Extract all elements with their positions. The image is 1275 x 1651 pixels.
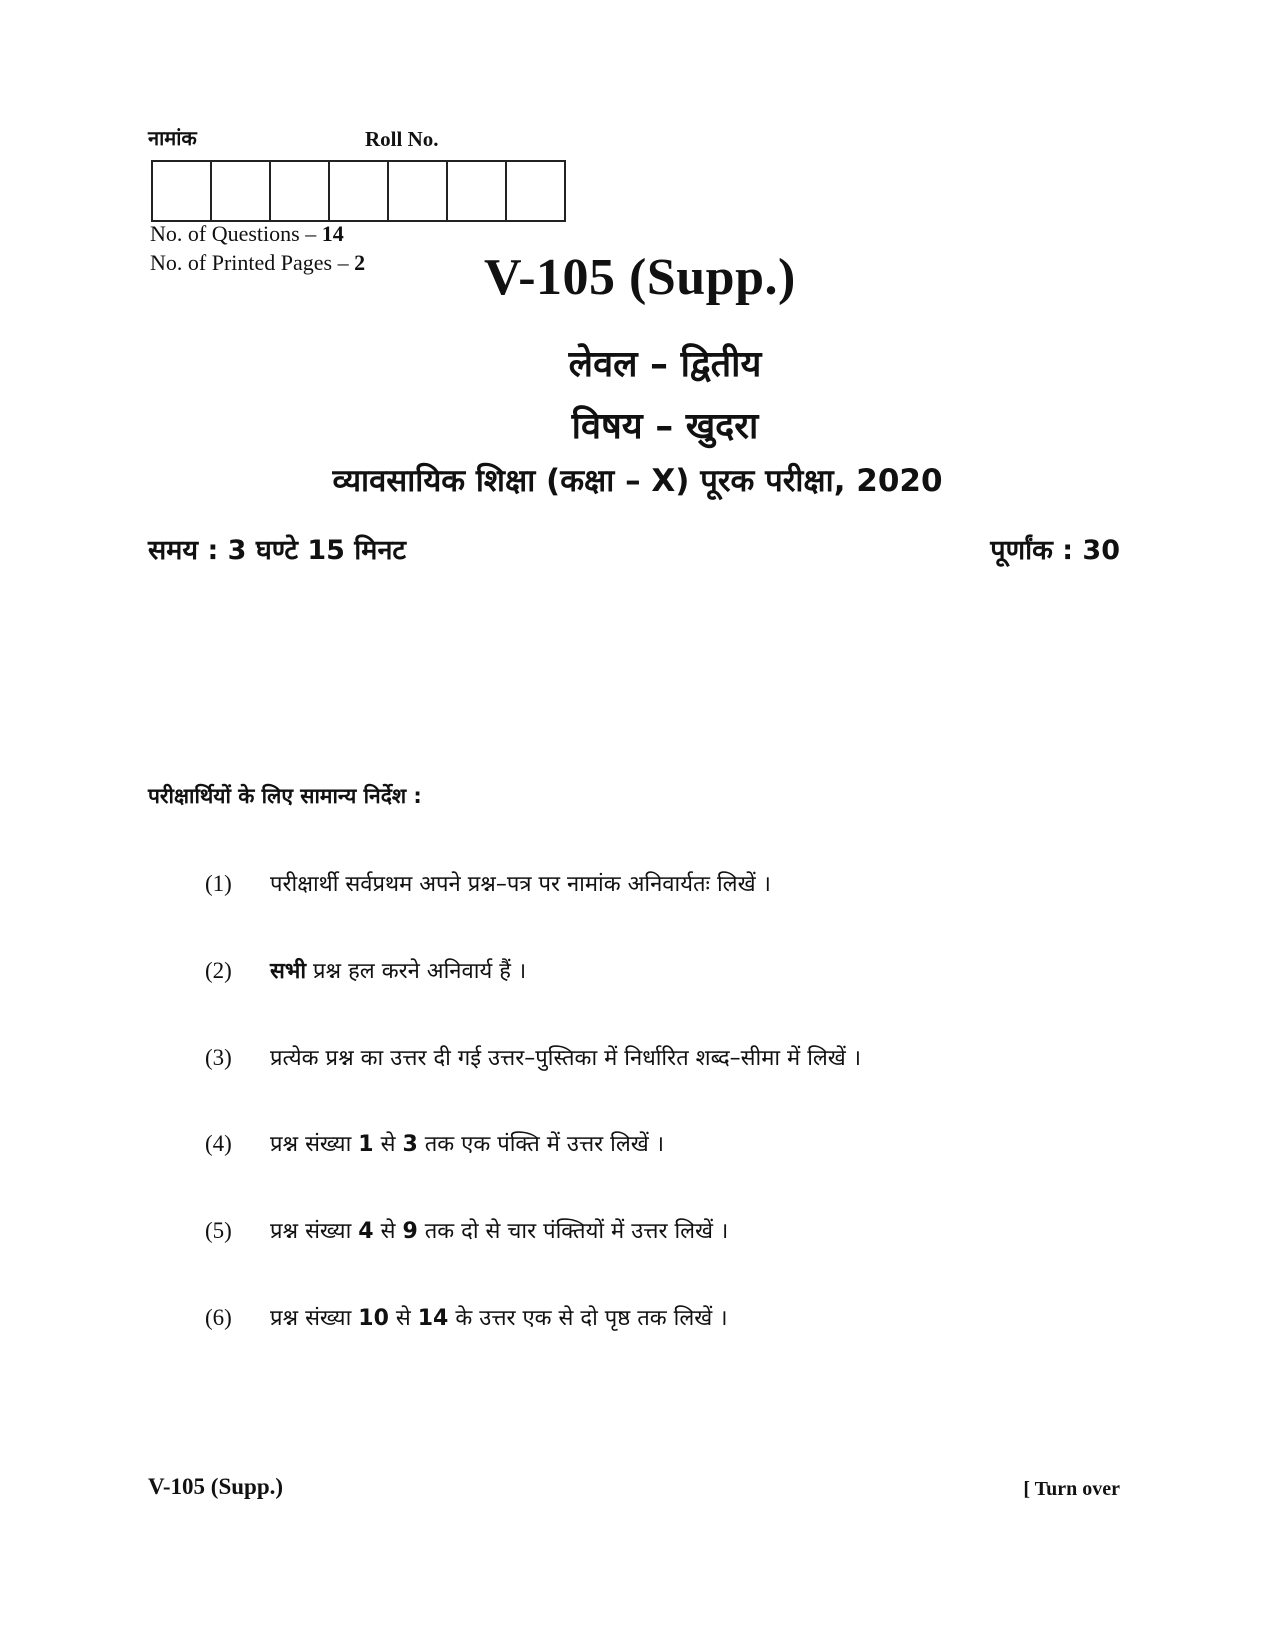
instruction-item <box>205 1302 728 1332</box>
instruction-text <box>270 955 526 985</box>
footer-paper-code: V-105 (Supp.) <box>148 1474 284 1499</box>
roll-number-boxes <box>151 160 566 222</box>
questions-count <box>150 221 344 247</box>
instruction-item <box>205 1128 664 1158</box>
roll-box[interactable] <box>330 162 389 220</box>
instruction-bold: 9 <box>402 1219 418 1244</box>
exam-title: व्यावसायिक शिक्षा (कक्षा – X) पूरक परीक्षा, 2020 <box>332 463 943 499</box>
instruction-text-pre: प्रश्न संख्या <box>270 1219 359 1244</box>
instruction-bold: सभी <box>270 959 307 984</box>
instruction-item <box>205 955 526 985</box>
roll-box[interactable] <box>507 162 566 220</box>
instruction-bold: 3 <box>402 1132 418 1157</box>
roll-box[interactable] <box>271 162 330 220</box>
questions-value: 14 <box>321 221 344 246</box>
instruction-item <box>205 868 771 898</box>
instruction-text <box>270 1215 728 1245</box>
instruction-text-post: तक दो से चार पंक्तियों में उत्तर लिखें । <box>417 1219 729 1244</box>
instruction-text-mid: से <box>373 1132 403 1157</box>
instruction-bold: 14 <box>417 1306 449 1331</box>
instruction-bold: 4 <box>358 1219 374 1244</box>
roll-label-english: Roll No. <box>365 127 439 151</box>
instruction-number: (2) <box>205 958 232 983</box>
instruction-number: (3) <box>205 1045 232 1070</box>
pages-label: No. of Printed Pages – <box>150 250 355 275</box>
questions-label: No. of Questions – <box>150 221 322 246</box>
instruction-number: (1) <box>205 871 232 896</box>
instruction-number: (5) <box>205 1218 232 1243</box>
instruction-text-mid: से <box>373 1219 403 1244</box>
printed-pages-count <box>150 250 365 276</box>
instruction-text <box>270 1128 664 1158</box>
level-title: लेवल – द्वितीय <box>568 344 762 385</box>
paper-code: V-105 (Supp.) <box>484 249 796 306</box>
instruction-text-pre: प्रश्न संख्या <box>270 1132 359 1157</box>
instruction-item <box>205 1215 728 1245</box>
instruction-text: परीक्षार्थी सर्वप्रथम अपने प्रश्न–पत्र पर नामांक अनिवार्यतः लिखें । <box>270 872 771 897</box>
instruction-item <box>205 1042 861 1072</box>
instruction-text-post: के उत्तर एक से दो पृष्ठ तक लिखें । <box>448 1306 728 1331</box>
instruction-number: (4) <box>205 1131 232 1156</box>
pages-value: 2 <box>354 250 366 275</box>
instruction-bold: 1 <box>358 1132 374 1157</box>
instructions-heading: परीक्षार्थियों के लिए सामान्य निर्देश : <box>148 784 422 808</box>
instruction-bold: 10 <box>358 1306 389 1331</box>
subject-title: विषय – खुदरा <box>571 406 759 447</box>
instruction-text-post: तक एक पंक्ति में उत्तर लिखें । <box>417 1132 665 1157</box>
instruction-text <box>270 1302 728 1332</box>
instruction-text-mid: से <box>388 1306 418 1331</box>
roll-box[interactable] <box>212 162 271 220</box>
max-marks: पूर्णांक : 30 <box>990 535 1120 566</box>
roll-box[interactable] <box>389 162 448 220</box>
turn-over-note: [ Turn over <box>1023 1478 1120 1500</box>
instruction-text: प्रत्येक प्रश्न का उत्तर दी गई उत्तर–पुस्तिका में निर्धारित शब्द–सीमा में लिखें । <box>270 1046 862 1071</box>
instruction-text-rest: प्रश्न हल करने अनिवार्य हैं । <box>306 959 527 984</box>
roll-box[interactable] <box>448 162 507 220</box>
instruction-text-pre: प्रश्न संख्या <box>270 1306 359 1331</box>
time-allowed: समय : 3 घण्टे 15 मिनट <box>148 535 407 566</box>
roll-box[interactable] <box>153 162 212 220</box>
roll-label-hindi: नामांक <box>148 126 197 150</box>
instruction-number: (6) <box>205 1305 232 1330</box>
